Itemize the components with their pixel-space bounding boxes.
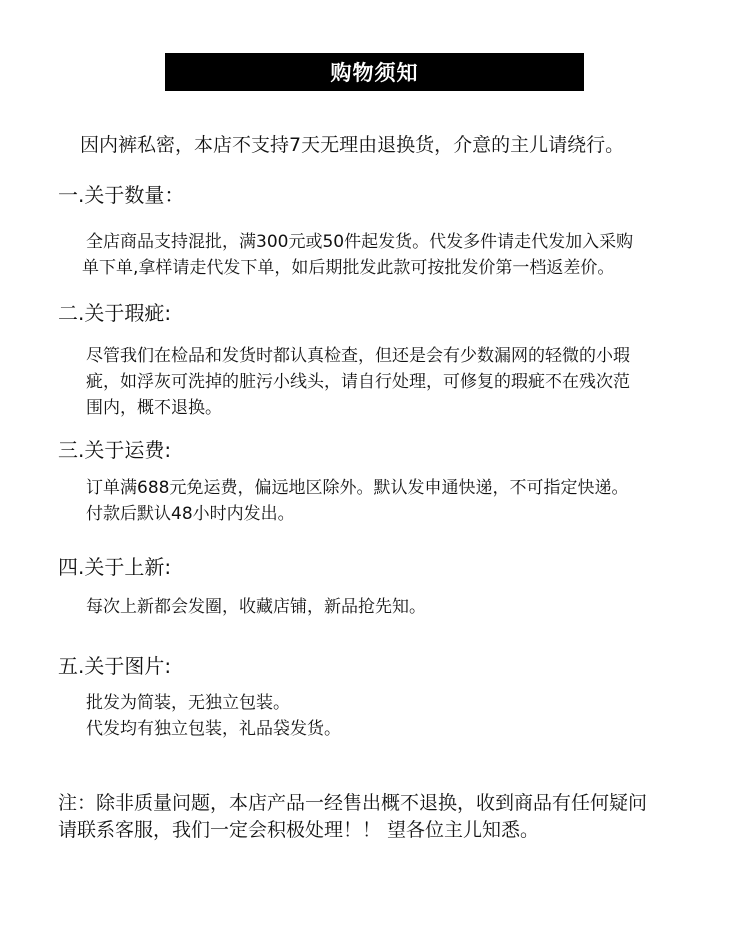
section-line: 单下单,拿样请走代发下单，如后期批发此款可按批发价第一档返差价。 — [82, 258, 615, 278]
section-body-new-arrivals — [86, 594, 696, 620]
section-line: 代发均有独立包装，礼品袋发货。 — [86, 719, 341, 739]
page-title: 购物须知 — [330, 61, 419, 85]
section-line: 全店商品支持混批，满300元或50件起发货。代发多件请走代发加入采购 — [86, 232, 634, 252]
section-line: 疵，如浮灰可洗掉的脏污小线头，请自行处理，可修复的瑕疵不在残次范 — [86, 372, 630, 392]
section-body-quantity — [82, 229, 696, 281]
section-heading-defects: 二.关于瑕疵: — [58, 301, 172, 325]
section-body-defects — [86, 343, 696, 421]
section-body-shipping — [86, 475, 696, 527]
note-line: 请联系客服，我们一定会积极处理！！ 望各位主儿知悉。 — [58, 819, 540, 841]
section-heading-new-arrivals: 四.关于上新: — [58, 555, 172, 579]
section-line: 批发为简装，无独立包装。 — [86, 693, 290, 713]
section-heading-quantity: 一.关于数量： — [58, 183, 185, 207]
footer-note — [58, 790, 718, 844]
section-line: 每次上新都会发圈，收藏店铺，新品抢先知。 — [86, 597, 426, 617]
note-line: 注：除非质量问题，本店产品一经售出概不退换，收到商品有任何疑问 — [58, 792, 648, 814]
section-line: 围内，概不退换。 — [86, 398, 222, 418]
intro-text: 因内裤私密，本店不支持7天无理由退换货，介意的主儿请绕行。 — [80, 134, 625, 156]
section-heading-images: 五.关于图片: — [58, 654, 172, 678]
page-title-banner — [165, 53, 584, 91]
section-line: 付款后默认48小时内发出。 — [86, 504, 295, 524]
section-line: 订单满688元免运费，偏远地区除外。默认发申通快递，不可指定快递。 — [86, 478, 629, 498]
section-body-images — [86, 690, 696, 742]
section-line: 尽管我们在检品和发货时都认真检查，但还是会有少数漏网的轻微的小瑕 — [86, 346, 630, 366]
section-heading-shipping: 三.关于运费: — [58, 438, 172, 462]
